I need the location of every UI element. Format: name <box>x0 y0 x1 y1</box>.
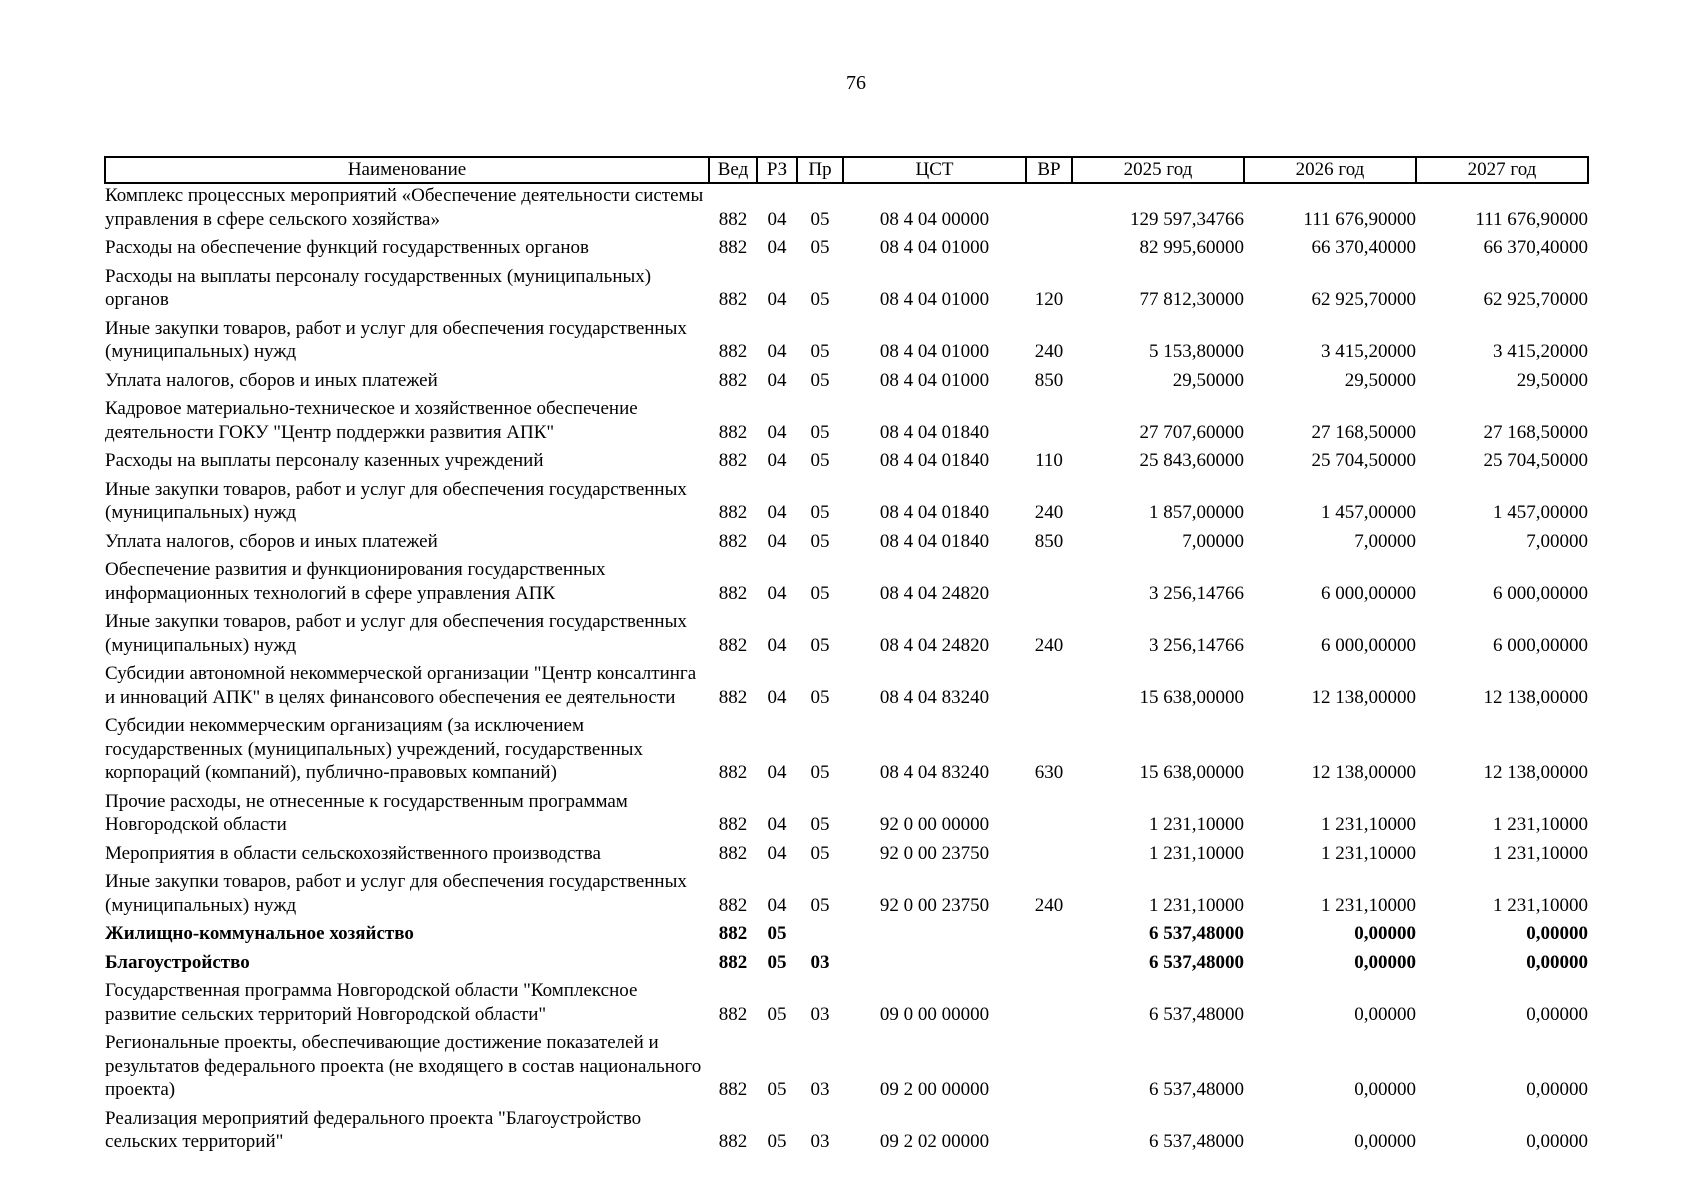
table-row <box>105 870 1588 922</box>
cell-2027: 0,00000 <box>1526 1079 1588 1100</box>
cell-2027: 1 231,10000 <box>1493 842 1588 864</box>
cell-pr: 05 <box>810 421 830 443</box>
cell-vr <box>1026 558 1072 610</box>
header-rz: РЗ <box>757 157 797 183</box>
table-row <box>105 236 1588 265</box>
cell-rz: 05 <box>767 1003 787 1025</box>
cell-pr: 05 <box>810 686 830 708</box>
cell-pr: 05 <box>810 894 830 916</box>
cell-rz: 04 <box>767 686 787 708</box>
cell-2026: 1 457,00000 <box>1321 502 1416 523</box>
cell-cst: 08 4 04 01000 <box>879 369 990 391</box>
cell-2027: 29,50000 <box>1516 369 1588 391</box>
cell-vr <box>1026 842 1072 871</box>
cell-ved: 882 <box>718 341 748 362</box>
cell-2025: 25 843,60000 <box>1139 450 1244 471</box>
cell-ved: 882 <box>718 951 748 973</box>
cell-ved: 882 <box>718 502 748 523</box>
cell-name: Кадровое материально-техническое и хозяйственное обеспечение деятельности ГОКУ "Центр поддержки развития АПК" <box>105 398 638 443</box>
cell-2025: 1 231,10000 <box>1149 842 1244 864</box>
cell-name: Государственная программа Новгородской области "Комплексное развитие сельских территорий Новгородской области" <box>105 980 638 1025</box>
header-cst: ЦСТ <box>843 157 1026 183</box>
cell-2027: 6 000,00000 <box>1493 582 1588 604</box>
cell-rz: 05 <box>767 951 787 973</box>
table-row <box>105 530 1588 559</box>
cell-2025: 77 812,30000 <box>1139 289 1244 310</box>
cell-ved: 882 <box>718 237 748 258</box>
cell-pr: 05 <box>810 502 830 523</box>
cell-rz: 04 <box>767 530 787 552</box>
cell-rz: 04 <box>767 582 787 604</box>
cell-rz: 05 <box>767 1131 787 1152</box>
cell-name: Региональные проекты, обеспечивающие достижение показателей и результатов федерального проекта (не входящего в состав национального проекта) <box>105 1032 702 1100</box>
cell-name: Жилищно-коммунальное хозяйство <box>105 923 414 944</box>
cell-2027: 25 704,50000 <box>1483 450 1588 471</box>
cell-pr: 03 <box>810 1131 830 1152</box>
cell-2025: 1 231,10000 <box>1149 894 1244 916</box>
cell-2026: 1 231,10000 <box>1321 894 1416 916</box>
cell-name: Прочие расходы, не отнесенные к государственным программам Новгородской области <box>105 790 628 835</box>
cell-2027: 0,00000 <box>1526 951 1588 973</box>
table-row <box>105 317 1588 369</box>
cell-pr <box>797 922 843 951</box>
cell-2027: 66 370,40000 <box>1483 237 1588 258</box>
budget-table <box>104 156 1589 1159</box>
cell-2026: 7,00000 <box>1354 530 1416 552</box>
cell-name: Обеспечение развития и функционирования государственных информационных технологий в сфере управления АПК <box>105 559 606 604</box>
header-ved: Вед <box>709 157 757 183</box>
cell-vr <box>1026 922 1072 951</box>
cell-2026: 25 704,50000 <box>1311 450 1416 471</box>
table-row <box>105 951 1588 980</box>
cell-pr: 05 <box>810 530 830 552</box>
cell-2025: 1 857,00000 <box>1149 502 1244 523</box>
cell-vr: 240 <box>1034 341 1064 362</box>
cell-rz: 04 <box>767 814 787 835</box>
cell-2026: 66 370,40000 <box>1311 237 1416 258</box>
cell-2027: 62 925,70000 <box>1483 289 1588 310</box>
cell-2026: 29,50000 <box>1344 369 1416 391</box>
cell-pr: 03 <box>810 951 830 973</box>
header-pr: Пр <box>797 157 843 183</box>
cell-cst: 09 2 00 00000 <box>879 1079 990 1100</box>
table-row <box>105 790 1588 842</box>
cell-rz: 04 <box>767 341 787 362</box>
cell-cst: 08 4 04 83240 <box>879 686 990 708</box>
cell-cst: 08 4 04 01840 <box>879 502 990 523</box>
cell-2026: 0,00000 <box>1354 1131 1416 1152</box>
cell-2026: 6 000,00000 <box>1321 634 1416 656</box>
cell-ved: 882 <box>718 421 748 443</box>
cell-cst: 08 4 04 01000 <box>879 341 990 362</box>
table-row <box>105 183 1588 236</box>
cell-2027: 3 415,20000 <box>1493 341 1588 362</box>
cell-rz: 04 <box>767 842 787 864</box>
cell-2026: 0,00000 <box>1354 951 1416 973</box>
cell-2026: 3 415,20000 <box>1321 341 1416 362</box>
table-row <box>105 369 1588 398</box>
table-row <box>105 662 1588 714</box>
cell-2026: 0,00000 <box>1354 1003 1416 1025</box>
cell-cst: 09 0 00 00000 <box>879 1003 990 1025</box>
cell-ved: 882 <box>718 814 748 835</box>
cell-2025: 29,50000 <box>1172 369 1244 391</box>
header-2026: 2026 год <box>1244 157 1416 183</box>
cell-name: Субсидии некоммерческим организациям (за исключением государственных (муниципальных) учреждений, государственных корпораций (компаний), публично-правовых компаний) <box>105 715 643 783</box>
cell-vr: 240 <box>1034 894 1064 916</box>
cell-rz: 04 <box>767 421 787 443</box>
table-row <box>105 979 1588 1031</box>
cell-cst: 08 4 04 00000 <box>879 208 990 230</box>
cell-2025: 15 638,00000 <box>1139 762 1244 783</box>
cell-ved: 882 <box>718 289 748 310</box>
cell-2027: 1 231,10000 <box>1493 814 1588 835</box>
table-row <box>105 478 1588 530</box>
cell-pr: 05 <box>810 369 830 391</box>
header-2027: 2027 год <box>1416 157 1588 183</box>
table-header <box>105 157 1588 183</box>
cell-pr: 05 <box>810 582 830 604</box>
cell-ved: 882 <box>718 1079 748 1100</box>
cell-2026: 27 168,50000 <box>1311 421 1416 443</box>
table-row <box>105 558 1588 610</box>
cell-2027: 0,00000 <box>1526 1003 1588 1025</box>
cell-pr: 03 <box>810 1003 830 1025</box>
cell-pr: 05 <box>810 341 830 362</box>
cell-2026: 111 676,90000 <box>1303 208 1416 230</box>
cell-ved: 882 <box>718 842 748 864</box>
table-row <box>105 1107 1588 1159</box>
cell-pr: 05 <box>810 762 830 783</box>
cell-pr: 05 <box>810 842 830 864</box>
cell-cst: 92 0 00 23750 <box>879 894 990 916</box>
cell-2026: 1 231,10000 <box>1321 814 1416 835</box>
cell-vr: 850 <box>1034 369 1064 391</box>
page-number: 76 <box>846 72 866 94</box>
cell-cst <box>843 951 1026 980</box>
cell-2025: 1 231,10000 <box>1149 814 1244 835</box>
cell-2026: 62 925,70000 <box>1311 289 1416 310</box>
cell-name: Иные закупки товаров, работ и услуг для обеспечения государственных (муниципальных) нужд <box>105 317 687 362</box>
cell-2027: 0,00000 <box>1526 923 1588 944</box>
cell-cst: 08 4 04 01840 <box>879 450 990 471</box>
cell-ved: 882 <box>718 634 748 656</box>
cell-pr: 05 <box>810 208 830 230</box>
cell-pr: 05 <box>810 450 830 471</box>
cell-ved: 882 <box>718 369 748 391</box>
cell-name: Реализация мероприятий федерального проекта "Благоустройство сельских территорий" <box>105 1107 642 1152</box>
cell-pr: 05 <box>810 289 830 310</box>
cell-2027: 12 138,00000 <box>1483 686 1588 708</box>
cell-ved: 882 <box>718 1003 748 1025</box>
cell-cst: 08 4 04 83240 <box>879 762 990 783</box>
cell-pr: 03 <box>810 1079 830 1100</box>
cell-cst: 08 4 04 01000 <box>879 289 990 310</box>
table-row <box>105 397 1588 449</box>
cell-2025: 6 537,48000 <box>1149 923 1244 944</box>
cell-2026: 6 000,00000 <box>1321 582 1416 604</box>
cell-vr <box>1026 790 1072 842</box>
cell-rz: 04 <box>767 369 787 391</box>
cell-name: Уплата налогов, сборов и иных платежей <box>105 369 438 391</box>
cell-2025: 3 256,14766 <box>1149 582 1244 604</box>
cell-name: Расходы на выплаты персоналу государственных (муниципальных) органов <box>105 265 652 310</box>
cell-cst: 09 2 02 00000 <box>879 1131 990 1152</box>
table-row <box>105 714 1588 790</box>
cell-2027: 1 457,00000 <box>1493 502 1588 523</box>
cell-rz: 04 <box>767 762 787 783</box>
cell-2025: 6 537,48000 <box>1149 951 1244 973</box>
cell-name: Благоустройство <box>105 951 250 973</box>
header-name: Наименование <box>105 157 709 183</box>
cell-vr <box>1026 397 1072 449</box>
cell-2025: 6 537,48000 <box>1149 1131 1244 1152</box>
cell-name: Расходы на обеспечение функций государственных органов <box>105 237 589 258</box>
cell-name: Иные закупки товаров, работ и услуг для обеспечения государственных (муниципальных) нужд <box>105 611 687 656</box>
cell-rz: 04 <box>767 237 787 258</box>
cell-2025: 6 537,48000 <box>1149 1079 1244 1100</box>
cell-rz: 04 <box>767 634 787 656</box>
cell-2027: 27 168,50000 <box>1483 421 1588 443</box>
cell-ved: 882 <box>718 582 748 604</box>
cell-rz: 04 <box>767 289 787 310</box>
cell-vr: 240 <box>1034 634 1064 656</box>
cell-ved: 882 <box>718 208 748 230</box>
cell-vr <box>1026 662 1072 714</box>
cell-cst: 92 0 00 23750 <box>879 842 990 864</box>
cell-ved: 882 <box>718 450 748 471</box>
cell-ved: 882 <box>718 762 748 783</box>
cell-pr: 05 <box>810 634 830 656</box>
cell-2025: 7,00000 <box>1182 530 1244 552</box>
cell-2027: 111 676,90000 <box>1475 208 1588 230</box>
cell-name: Расходы на выплаты персоналу казенных учреждений <box>105 450 544 471</box>
cell-2026: 1 231,10000 <box>1321 842 1416 864</box>
cell-2025: 3 256,14766 <box>1149 634 1244 656</box>
cell-ved: 882 <box>718 1131 748 1152</box>
cell-2025: 82 995,60000 <box>1139 237 1244 258</box>
cell-vr: 850 <box>1034 530 1064 552</box>
cell-name: Уплата налогов, сборов и иных платежей <box>105 530 438 552</box>
cell-vr: 120 <box>1034 289 1064 310</box>
cell-vr: 240 <box>1034 502 1064 523</box>
cell-vr: 110 <box>1035 450 1063 471</box>
header-2025: 2025 год <box>1072 157 1244 183</box>
table-row <box>105 922 1588 951</box>
cell-ved: 882 <box>718 686 748 708</box>
cell-2027: 6 000,00000 <box>1493 634 1588 656</box>
cell-name: Субсидии автономной некоммерческой организации "Центр консалтинга и инноваций АПК" в целях финансового обеспечения ее деятельности <box>105 663 697 708</box>
cell-vr <box>1026 1107 1072 1159</box>
cell-cst: 08 4 04 01840 <box>879 530 990 552</box>
cell-cst: 08 4 04 01000 <box>879 237 990 258</box>
cell-2027: 1 231,10000 <box>1493 894 1588 916</box>
cell-2026: 0,00000 <box>1354 1079 1416 1100</box>
cell-rz: 05 <box>767 923 787 944</box>
cell-ved: 882 <box>718 923 748 944</box>
cell-2026: 12 138,00000 <box>1311 762 1416 783</box>
cell-2025: 5 153,80000 <box>1149 341 1244 362</box>
cell-2027: 0,00000 <box>1526 1131 1588 1152</box>
cell-cst: 08 4 04 01840 <box>879 421 990 443</box>
cell-cst: 08 4 04 24820 <box>879 582 990 604</box>
cell-cst: 08 4 04 24820 <box>879 634 990 656</box>
cell-vr <box>1026 979 1072 1031</box>
table-row <box>105 449 1588 478</box>
cell-rz: 04 <box>767 894 787 916</box>
cell-name: Комплекс процессных мероприятий «Обеспечение деятельности системы управления в сфере сельского хозяйства» <box>105 185 704 230</box>
cell-vr <box>1026 236 1072 265</box>
cell-2026: 12 138,00000 <box>1311 686 1416 708</box>
cell-pr: 05 <box>810 237 830 258</box>
cell-2025: 6 537,48000 <box>1149 1003 1244 1025</box>
cell-2025: 15 638,00000 <box>1139 686 1244 708</box>
table-row <box>105 610 1588 662</box>
cell-vr <box>1026 951 1072 980</box>
header-vr: ВР <box>1026 157 1072 183</box>
cell-2025: 27 707,60000 <box>1139 421 1244 443</box>
cell-vr <box>1026 183 1072 236</box>
cell-cst: 92 0 00 00000 <box>879 814 990 835</box>
cell-vr: 630 <box>1034 762 1064 783</box>
table-row <box>105 265 1588 317</box>
cell-ved: 882 <box>718 530 748 552</box>
cell-rz: 04 <box>767 450 787 471</box>
cell-ved: 882 <box>718 894 748 916</box>
cell-name: Иные закупки товаров, работ и услуг для обеспечения государственных (муниципальных) нужд <box>105 478 687 523</box>
cell-2026: 0,00000 <box>1354 923 1416 944</box>
table-body <box>105 183 1588 1159</box>
cell-2027: 7,00000 <box>1526 530 1588 552</box>
cell-name: Мероприятия в области сельскохозяйственного производства <box>105 842 601 864</box>
cell-cst <box>843 922 1026 951</box>
table-row <box>105 842 1588 871</box>
cell-rz: 04 <box>767 502 787 523</box>
cell-pr: 05 <box>810 814 830 835</box>
cell-2025: 129 597,34766 <box>1130 208 1244 230</box>
cell-2027: 12 138,00000 <box>1483 762 1588 783</box>
cell-name: Иные закупки товаров, работ и услуг для обеспечения государственных (муниципальных) нужд <box>105 871 687 916</box>
cell-rz: 04 <box>767 208 787 230</box>
cell-vr <box>1026 1031 1072 1107</box>
cell-rz: 05 <box>767 1079 787 1100</box>
table-row <box>105 1031 1588 1107</box>
